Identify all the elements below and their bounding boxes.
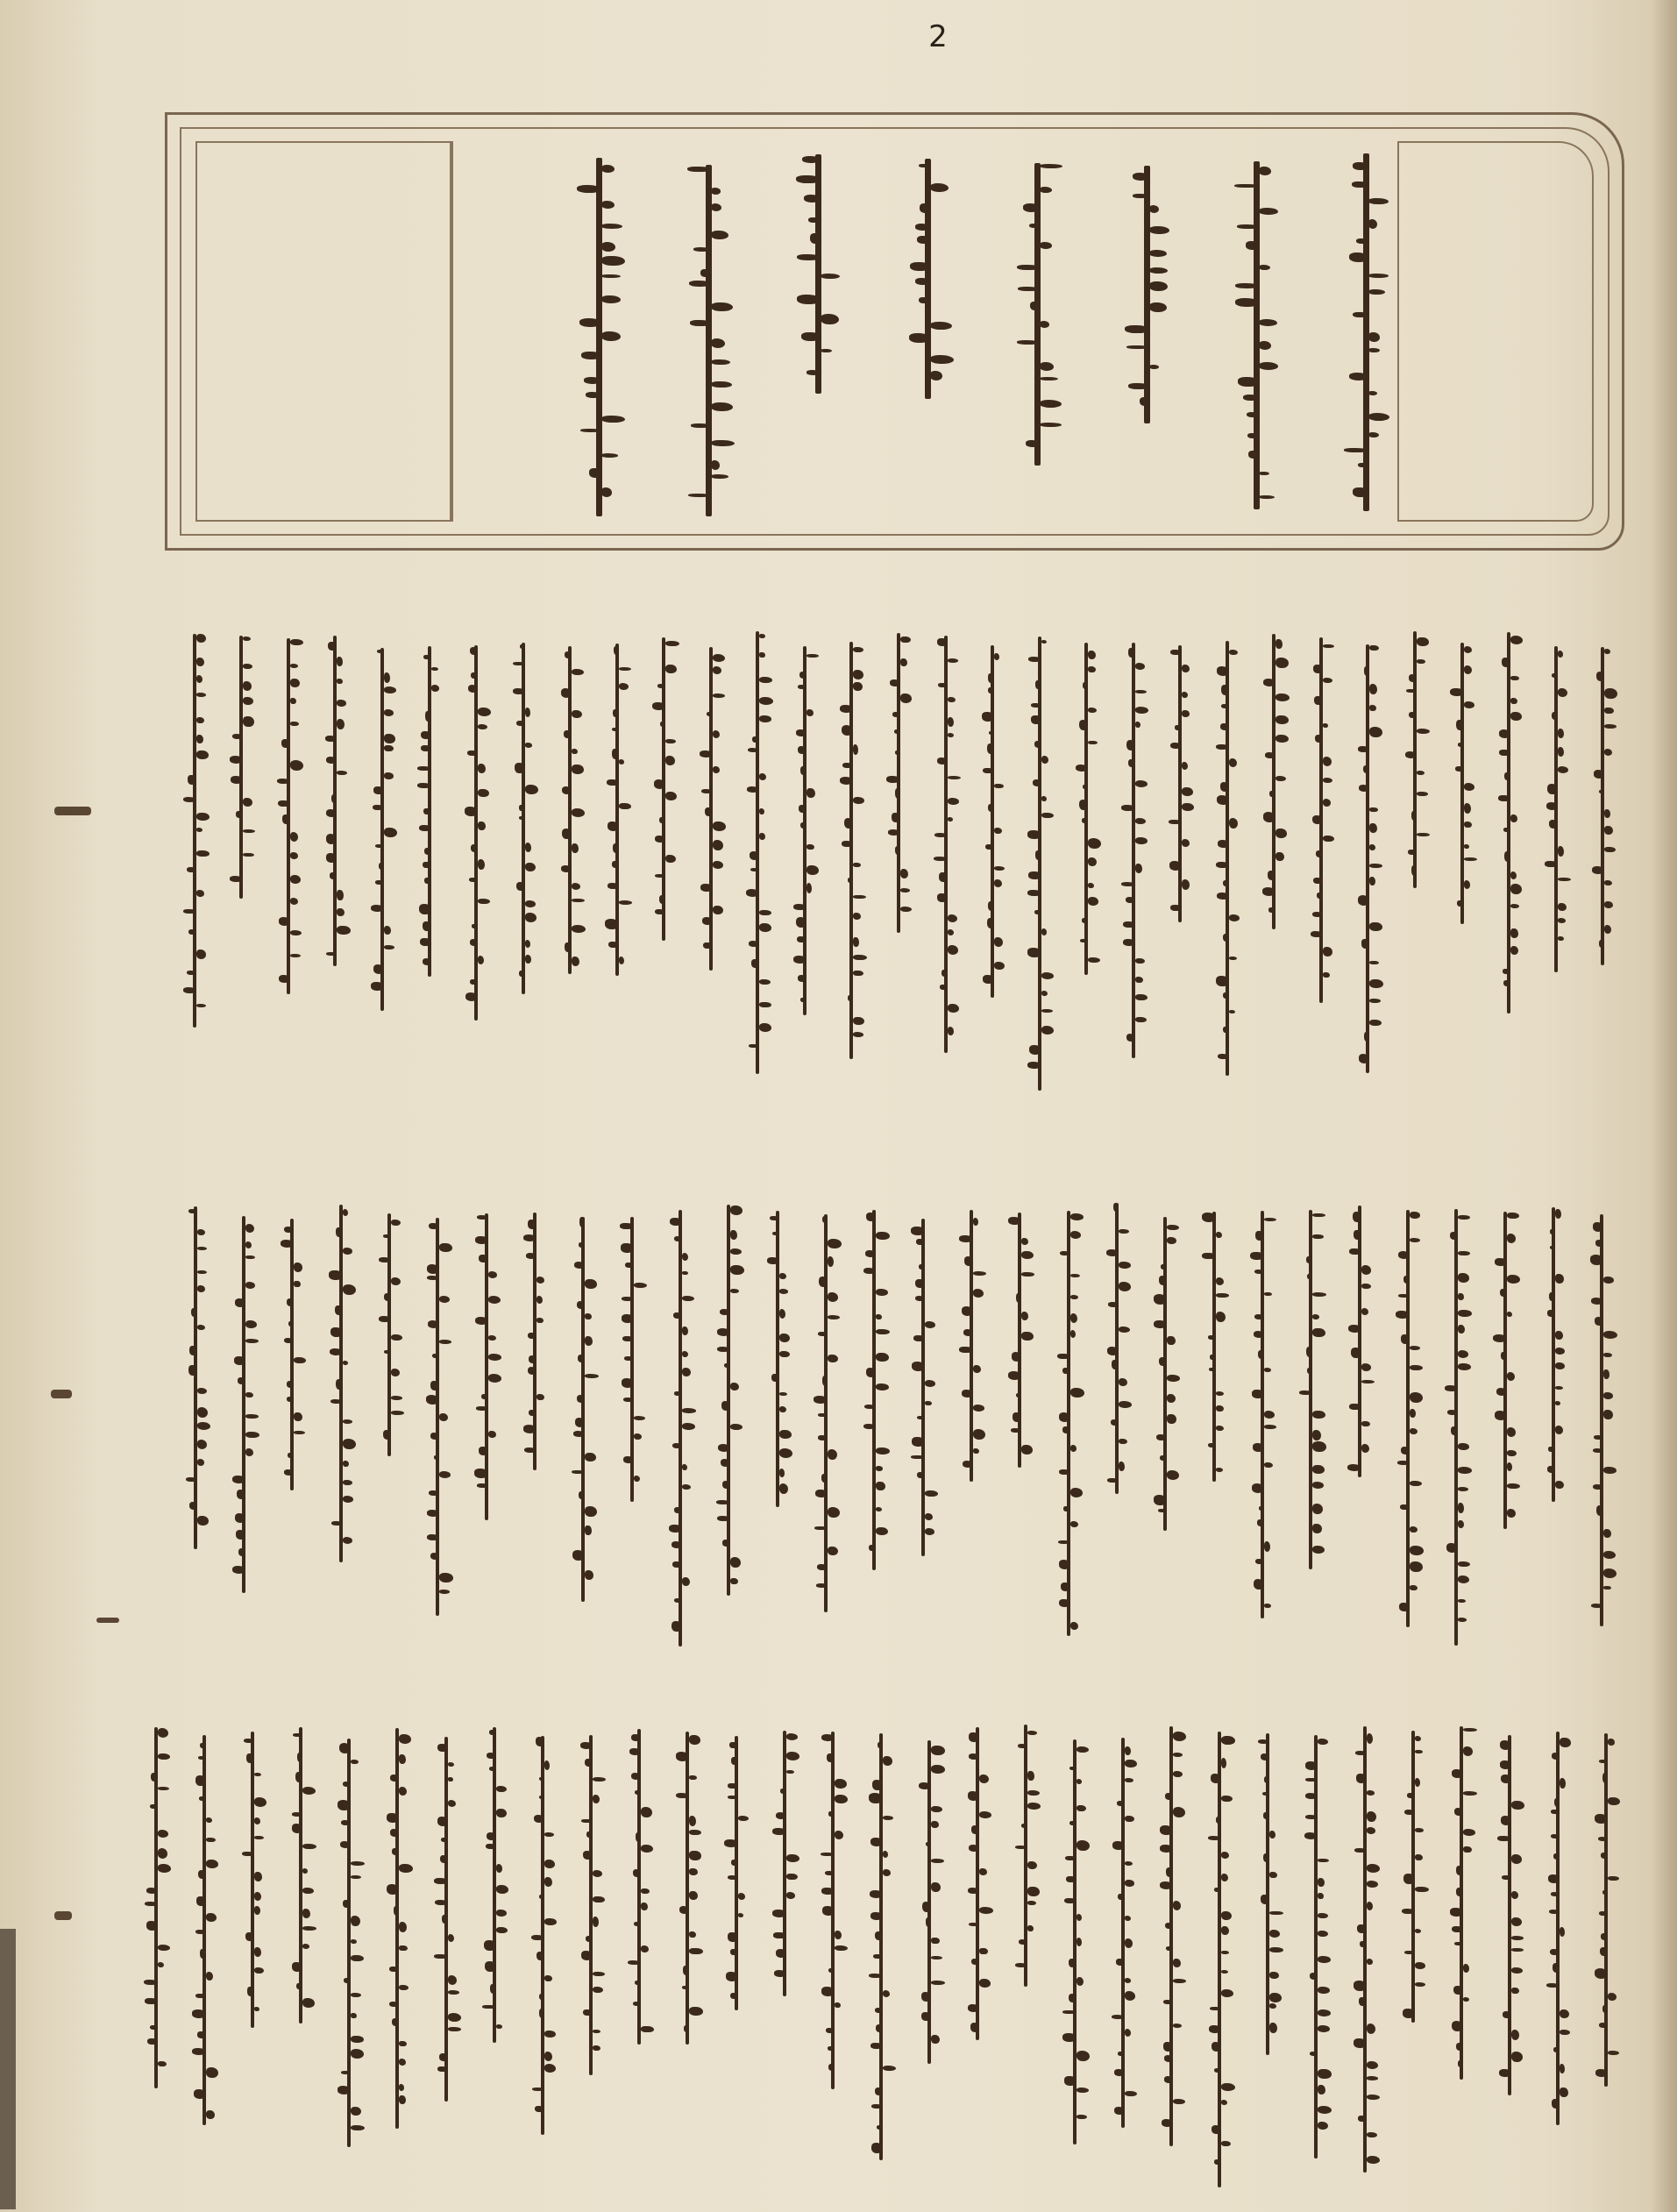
script-column	[1251, 161, 1263, 510]
script-column	[1062, 1211, 1075, 1636]
title-frame-left-panel	[195, 141, 453, 522]
script-column	[431, 1218, 444, 1616]
script-column	[585, 1735, 597, 2075]
page-number: 2	[928, 19, 948, 54]
script-column	[820, 1214, 832, 1611]
script-column	[986, 645, 998, 998]
script-column	[1268, 634, 1280, 928]
script-column	[1165, 1726, 1177, 2146]
script-column	[564, 646, 576, 974]
script-column	[813, 154, 825, 394]
script-column	[703, 165, 715, 516]
script-column	[1503, 1735, 1516, 2095]
script-column	[1111, 1203, 1123, 1494]
script-column	[1174, 645, 1186, 923]
script-column	[940, 636, 952, 1053]
script-column	[681, 1732, 693, 2045]
script-column	[593, 158, 606, 517]
script-column	[1013, 1213, 1026, 1468]
script-column	[440, 1737, 452, 2102]
script-column	[480, 1213, 493, 1521]
script-column	[1315, 637, 1327, 1003]
script-column	[1455, 1726, 1467, 2079]
page-edge-shadow	[0, 1929, 16, 2209]
margin-mark	[54, 1911, 72, 1920]
script-column	[1503, 632, 1515, 1013]
script-column	[383, 1213, 395, 1456]
script-column	[188, 634, 201, 1028]
script-column	[1450, 1209, 1462, 1646]
script-column	[1499, 1212, 1511, 1528]
script-column	[517, 643, 529, 994]
script-column	[329, 636, 341, 967]
script-column	[611, 644, 623, 976]
script-column	[705, 647, 717, 971]
script-column	[892, 633, 905, 933]
script-column	[1600, 1733, 1612, 2087]
script-column	[343, 1739, 355, 2147]
script-column	[965, 1210, 977, 1483]
script-column	[923, 1740, 935, 2064]
margin-mark	[96, 1618, 119, 1623]
script-column	[674, 1210, 686, 1646]
script-column	[633, 1729, 645, 2045]
script-column	[657, 637, 670, 942]
page-gutter-shadow	[1651, 0, 1677, 2212]
script-column	[1213, 1732, 1226, 2187]
script-column	[730, 1736, 743, 2011]
script-column	[875, 1733, 887, 2160]
script-column	[1354, 1206, 1366, 1476]
script-column	[150, 1727, 162, 2088]
script-column	[1127, 643, 1140, 1057]
script-column	[1141, 166, 1154, 424]
script-column	[1221, 641, 1233, 1076]
script-column	[799, 646, 811, 1015]
script-column	[1020, 1725, 1032, 1987]
script-column	[971, 1727, 984, 2040]
script-column	[470, 645, 482, 1021]
script-column	[1547, 1207, 1560, 1502]
script-column	[282, 638, 295, 994]
text-block-2	[171, 1201, 1626, 1639]
script-column	[295, 1727, 307, 2024]
script-column	[1256, 1211, 1268, 1618]
script-column	[778, 1731, 791, 1996]
script-column	[189, 1206, 202, 1550]
script-column	[529, 1213, 541, 1470]
margin-mark	[51, 1390, 72, 1398]
script-column	[1361, 153, 1373, 510]
title-frame	[165, 112, 1624, 551]
script-column	[577, 1217, 589, 1602]
script-column	[922, 159, 934, 399]
script-column	[1456, 643, 1468, 924]
script-column	[1304, 1210, 1317, 1569]
script-column	[1552, 1732, 1564, 2125]
title-frame-divider	[450, 141, 451, 522]
script-column	[391, 1728, 403, 2129]
script-column	[246, 1732, 259, 2029]
script-column	[626, 1217, 638, 1502]
script-column	[238, 1216, 250, 1592]
title-frame-right-panel	[1397, 141, 1594, 522]
script-column	[1596, 647, 1609, 964]
script-column	[1402, 1210, 1414, 1627]
script-column	[1595, 1214, 1608, 1626]
text-block-1	[171, 631, 1626, 1096]
script-column	[771, 1211, 784, 1507]
script-column	[536, 1736, 549, 2135]
script-column	[1208, 1212, 1220, 1482]
script-column	[335, 1205, 347, 1562]
script-column	[722, 1205, 735, 1596]
script-column	[1080, 643, 1092, 975]
script-column	[1034, 637, 1046, 1092]
script-column	[917, 1219, 929, 1557]
script-column	[1361, 644, 1374, 1073]
script-column	[488, 1727, 501, 2043]
script-column	[198, 1735, 210, 2124]
script-column	[235, 636, 247, 898]
script-column	[1550, 646, 1562, 973]
script-column	[1409, 631, 1421, 888]
text-block-3	[131, 1723, 1631, 2196]
script-column	[751, 631, 764, 1074]
script-column	[1407, 1731, 1419, 2023]
script-column	[1310, 1735, 1322, 2159]
script-column	[286, 1219, 298, 1491]
script-column	[1359, 1726, 1371, 2173]
script-column	[1032, 163, 1044, 466]
script-column	[868, 1210, 880, 1570]
script-column	[1069, 1739, 1081, 2144]
script-column	[423, 646, 436, 977]
script-column	[1159, 1217, 1171, 1531]
script-column	[827, 1732, 839, 2089]
script-column	[1261, 1733, 1274, 2055]
script-column	[376, 648, 388, 1010]
title-script-columns	[544, 150, 1421, 518]
script-column	[1117, 1738, 1129, 2127]
script-column	[845, 642, 857, 1059]
margin-mark	[54, 807, 91, 815]
